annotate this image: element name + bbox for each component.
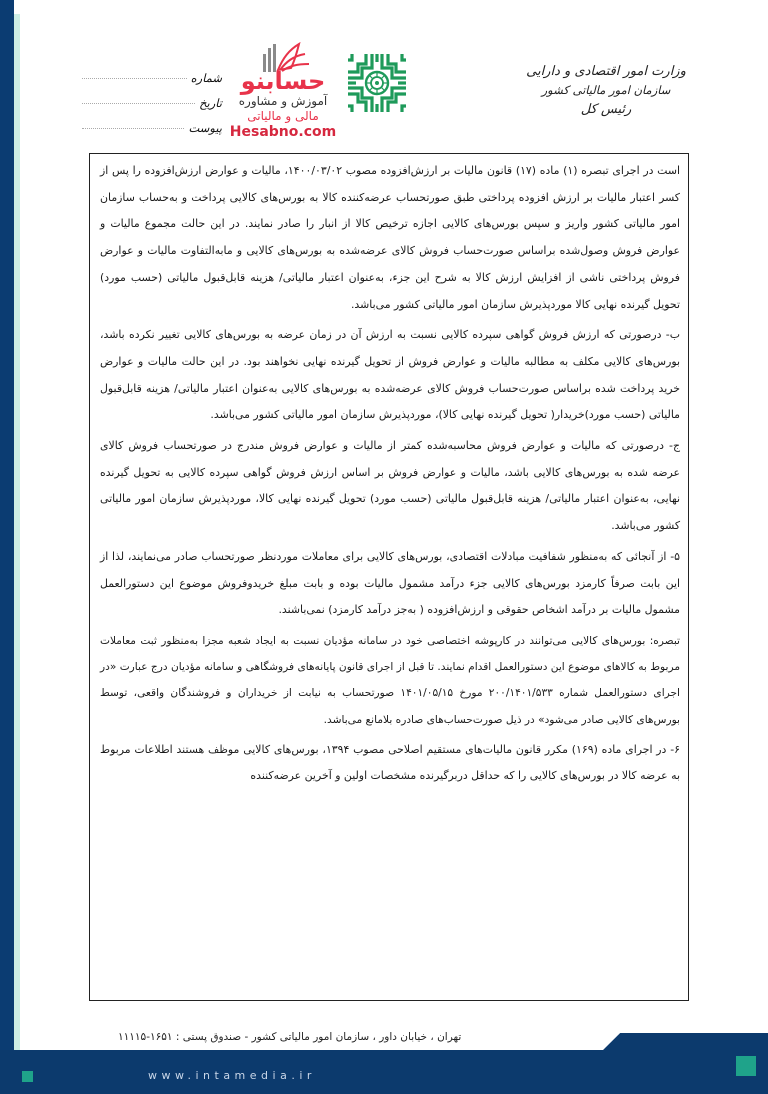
paragraph-b: ب- درصورتی که ارزش فروش گواهی سپرده کالایی نسبت به ارزش آن در زمان عرضه به بورس‌های کالایی تغییر نکرده باشد، بورس‌های کالایی مکلف به مطالبه مالیات و عوارض فروش از تحویل گیرنده نهایی نخواهند بود. در این حالت مالیات و عوارض خرید پرداخت شده براساس صورت‌حساب فروش کالای عرضه‌شده به بورس‌های کالایی به‌عنوان اعتبار مالیاتی/ هزینه قابل‌قبول مالیاتی (حسب مورد)خریدار( تحویل گیرنده نهایی کالا)، موردپذیرش سازمان امور مالیاتی کشور می‌باشد. bbox=[100, 328, 680, 422]
meta-row-number bbox=[82, 60, 222, 85]
footer-square-right-icon bbox=[736, 1056, 756, 1076]
number-label: شماره bbox=[190, 71, 222, 85]
paragraph-continuation: است در اجرای تبصره (۱) ماده (۱۷) قانون مالیات بر ارزش‌افزوده مصوب ۱۴۰۰/۰۳/۰۲، مالیات و عوارض ارزش‌افزوده را پس از کسر اعتبار مالیات بر ارزش افزوده پرداختی طبق صورتحساب عرضه‌کننده کالا به بورس‌های کالایی پرداخت و به‌حساب سازمان امور مالیاتی کشور واریز و سپس بورس‌های کالایی اجازه ترخیص کالا از انبار را صادر نمایند. در این حالت مجموع مالیات و عوارض فروش وصول‌شده براساس صورت‌حساب فروش کالای عرضه‌شده به بورس‌های کالایی و مابه‌التفاوت مالیات و عوارض فروش پرداختی ناشی از افزایش ارزش کالا به شرح این جزء، به‌عنوان اعتبار مالیاتی/ هزینه قابل‌قبول مالیاتی (حسب مورد) تحویل گیرنده نهایی کالا موردپذیرش سازمان امور مالیاتی کشور می‌باشد. bbox=[100, 164, 681, 311]
footer-square-left-icon bbox=[22, 1071, 33, 1082]
logo-subtitle-2: مالی و مالیاتی bbox=[247, 109, 319, 123]
date-field bbox=[82, 103, 195, 104]
footer-band bbox=[0, 1050, 768, 1094]
letterhead bbox=[0, 0, 768, 150]
letter-meta-fields bbox=[82, 60, 222, 135]
paragraph-note: تبصره: بورس‌های کالایی می‌توانند در کارپوشه اختصاصی خود در سامانه مؤدیان نسبت به ایجاد شعبه مجزا به‌منظور ثبت معاملات مربوط به کالاهای موضوع این دستورالعمل اقدام نمایند. تا قبل از اجرای قانون پایانه‌های فروشگاهی و سامانه مؤدیان درج عبارت «در اجرای دستورالعمل شماره ۲۰۰/۱۴۰۱/۵۳۳ مورخ ۱۴۰۱/۰۵/۱۵ صورتحساب به نیابت از خریداران و فروشندگان واقعی، توسط بورس‌های کالایی صادر می‌شود» در ذیل صورت‌حساب‌های صادره بلامانع می‌باشد. bbox=[100, 634, 680, 726]
number-field bbox=[82, 78, 187, 79]
office-title: رئیس کل bbox=[580, 102, 632, 117]
footer-website-link[interactable]: www.intamedia.ir bbox=[148, 1069, 316, 1082]
letter-body bbox=[89, 153, 689, 1001]
logo-subtitle-1: آموزش و مشاوره bbox=[238, 94, 328, 108]
date-label: تاریخ bbox=[199, 96, 222, 110]
left-border-band bbox=[0, 0, 14, 1065]
hesabno-watermark-logo bbox=[222, 40, 344, 152]
paragraph-c: ج- درصورتی که مالیات و عوارض فروش محاسبه‌شده کمتر از مالیات و عوارض فروش مندرج در صورتحساب فروش کالای عرضه شده به بورس‌های کالایی باشد، مالیات و عوارض فروش بر اساس ارزش فروش گواهی سپرده کالایی به تحویل گیرنده نهایی، به‌عنوان اعتبار مالیاتی/ هزینه قابل‌قبول مالیاتی (حسب مورد) تحویل گیرنده نهایی کالا، موردپذیرش سازمان امور مالیاتی کشور می‌باشد. bbox=[100, 439, 680, 533]
attachment-field bbox=[82, 128, 184, 129]
paragraph-6: ۶- در اجرای ماده (۱۶۹) مکرر قانون مالیات‌های مستقیم اصلاحی مصوب ۱۳۹۴، بورس‌های کالایی موظف هستند اطلاعات مربوط به عرضه کالا در بورس‌های کالایی را که حداقل دربرگیرنده مشخصات اولین و آخرین عرضه‌کننده bbox=[100, 742, 680, 783]
meta-row-attachment bbox=[82, 110, 222, 135]
organization-name: سازمان امور مالیاتی کشور bbox=[541, 83, 671, 97]
ministry-heading bbox=[526, 62, 686, 119]
paragraph-5: ۵- از آنجائی که به‌منظور شفافیت مبادلات اقتصادی، بورس‌های کالایی برای معاملات موردنظر صورتحساب صادر می‌نمایند، لذا از این بابت صرفاً کارمزد بورس‌های کالایی جزء درآمد مشمول مالیات بوده و بابت مبلغ خریدوفروش موضوع این دستورالعمل مشمول مالیات بر درآمد اشخاص حقوقی و ارزش‌افزوده ( به‌جز درآمد کارمزد) نمی‌باشند. bbox=[100, 549, 680, 617]
logo-brand-name: حسابنو bbox=[240, 67, 326, 95]
tax-organization-emblem-icon bbox=[346, 52, 408, 114]
footer-address: تهران ، خیابان داور ، سازمان امور مالیاتی کشور - صندوق پستی : ۱۶۵۱-۱۱۱۱۵ bbox=[118, 1031, 462, 1043]
logo-url: Hesabno.com bbox=[229, 124, 337, 140]
left-border-stripe bbox=[14, 14, 20, 1064]
attachment-label: پیوست bbox=[188, 121, 222, 135]
ministry-name: وزارت امور اقتصادی و دارایی bbox=[526, 64, 686, 79]
meta-row-date bbox=[82, 85, 222, 110]
